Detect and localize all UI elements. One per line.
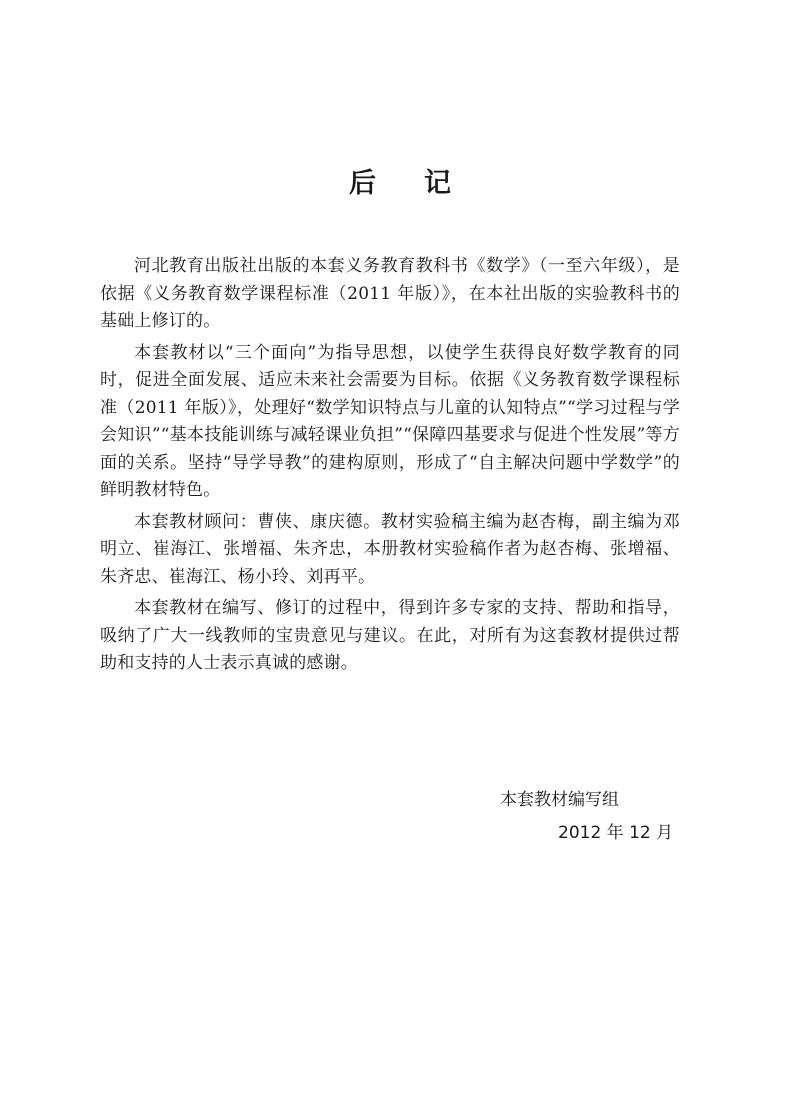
signature-date: 2012 年 12 月 [558,823,674,843]
paragraph-authors: 本套教材顾问：曹侠、康庆德。教材实验稿主编为赵杏梅，副主编为邓明立、崔海江、张增福、朱齐忠，本册教材实验稿作者为赵杏梅、张增福、朱齐忠、崔海江、杨小玲、刘再平。 [100,511,680,587]
signature-organization: 本套教材编写组 [500,790,619,810]
page-title-char-2: 记 [424,168,451,199]
paragraph-publisher: 河北教育出版社出版的本套义务教育教科书《数学》（一至六年级），是依据《义务教育数学课程标准（2011 年版）》，在本社出版的实验教科书的基础上修订的。 [100,256,680,331]
page-title [0,162,800,206]
paragraph-philosophy: 本套教材以“三个面向”为指导思想，以使学生获得良好数学教育的同时，促进全面发展、适应未来社会需要为目标。依据《义务教育数学课程标准（2011 年版）》，处理好“数学知识特点与儿童的认知特点”“学习过程与学会知识”“基本技能训练与减轻课业负担”“保障四基要求与促进个性发展”等方面的关系。坚持“导学导教”的建构原则，形成了“自主解决问题中学数学”的鲜明教材特色。 [100,342,680,500]
paragraph-acknowledgement: 本套教材在编写、修订的过程中，得到许多专家的支持、帮助和指导，吸纳了广大一线教师的宝贵意见与建议。在此，对所有为这套教材提供过帮助和支持的人士表示真诚的感谢。 [100,598,680,673]
page-title-char-1: 后 [349,168,376,199]
afterword-body [100,253,680,682]
